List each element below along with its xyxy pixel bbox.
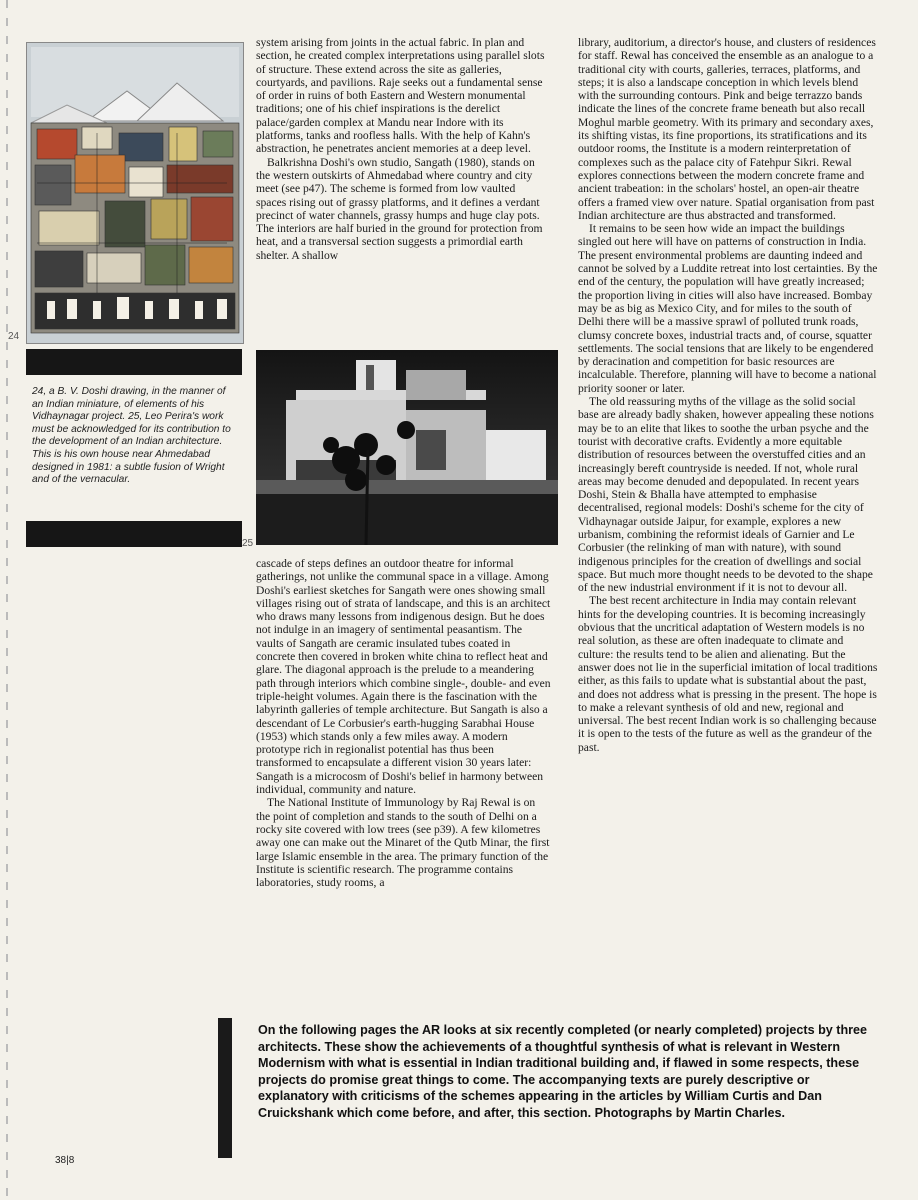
figure-caption [32, 386, 238, 487]
paragraph: Balkrishna Doshi's own studio, Sangath (1980), stands on the western outskirts of Ahmedabad where country and city meet (see p47). The scheme is formed from low vaulted spaces rising out of grassy platforms, and it defines a verdant precinct of water channels, grassy humps and huge clay pots. The interiors are half buried in the ground for protection from heat, and a transversal section suggests a primordial earth shelter. A shallow [256, 155, 543, 262]
paragraph: The best recent architecture in India may contain relevant hints for the developing countries. It is becoming increasingly obvious that the uncritical adaptation of Western models is no real solution, as these are often inadequate to climate and culture: the results tend to be alien and alienating. But the answer does not lie in the superficial imitation of local traditions either, as this fails to update what is substantial about the past, and does not address what is pressing in the present. The hope is to make a relevant synthesis of old and new, regional and universal. The best recent Indian work is so challenging because it is open to the tests of the future as well as the grandeur of the past. [578, 594, 878, 754]
column-2-top [256, 36, 548, 262]
column-3 [578, 36, 878, 754]
page-folio: 38|8 [55, 1155, 75, 1166]
figure-24-number: 24 [8, 331, 20, 342]
binding-holes [6, 0, 8, 1200]
paragraph: The National Institute of Immunology by Raj Rewal is on the point of completion and stands to the south of Delhi on a rocky site covered with low trees (see p39). A few kilometres away one can make out the Minaret of the Qutb Minar, the first large Islamic ensemble in the area. The primary function of the Institute is scientific research. The programme contains laboratories, study rooms, a [256, 796, 550, 890]
house-photograph [256, 350, 558, 545]
paragraph: It remains to be seen how wide an impact the buildings singled out here will have on patterns of construction in India. The present environmental problems are daunting indeed and cannot be solved by a Luddite retreat into lost certainties. By the end of the century, the population will have greatly increased; the proportion living in cities will also have increased. Bombay may be as big as Mexico City, and for miles to the south of Delhi there will be a massive sprawl of polluted trunk roads, clumsy concrete boxes, industrial tracts and, of course, squatter settlements. The social tensions that are likely to be engendered by deracination and competition for basic resources are incalculable. Therefore, planning will have to become a national priority sooner or later. [578, 222, 878, 395]
column-2-bottom [256, 557, 552, 889]
paragraph: library, auditorium, a director's house, and clusters of residences for staff. Rewal has conceived the ensemble as an analogue to a traditional city with courts, galleries, terraces, platforms, and steps; it is also a landscape conception in which levels blend with the surrounding contours. Pink and beige terrazzo bands indicate the lines of the concrete frame beneath but also recall Moghul marble geometry. With its primary and secondary axes, its shifting vistas, its fine proportions, its stratifications and its outdoor rooms, the Institute is a modern reinterpretation of complexes such as the palace city of Fatehpur Sikri. Rewal explores connections between the modern concrete frame and ancient trabeation: in the scholars' hostel, an open-air theatre offers a framed view over nature. Spatial organisation from past Indian architecture are thus abstracted and transformed. [578, 36, 876, 222]
caption-top-bar [26, 349, 242, 375]
caption-bottom-bar [26, 521, 242, 547]
miniature-drawing-illustration [27, 43, 243, 343]
paragraph: cascade of steps defines an outdoor theatre for informal gatherings, not unlike the communal space in a village. Among Doshi's earliest sketches for Sangath were ones showing small villages rising out of strata of landscape, and this is an architect who draws many lessons from indigenous design. But he does not indulge in an imagery of sentimental peasantism. The vaults of Sangath are ceramic insulated tubes coated in concrete then covered in broken white china to reflect heat and glare. The diagonal approach is the prelude to a meandering path through interiors which combine single-, double- and even triple-height volumes. Again there is the fascination with the labyrinth galleries of temple architecture. But Sangath is also a descendant of Le Corbusier's earth-hugging Sarabhai House (1953) which stands only a few miles away. A modern prototype rich in regionalist potential has thus been transformed to encapsulate a different vision 30 years later: Sangath is a microcosm of Doshi's belief in harmony between individual, community and nature. [256, 557, 551, 797]
footer-standfirst: On the following pages the AR looks at six recently completed (or nearly completed) projects by three architects. These show the achievements of a thoughtful synthesis of what is relevant in Western Modernism with what is essential in Indian traditional building and, if flawed in some respects, these projects do promise great things to come. The accompanying texts are purely descriptive or explanatory with criticisms of the schemes appearing in the articles by William Curtis and Dan Cruickshank which come before, and after, this section. Photographs by Martin Charles. [258, 1023, 868, 1120]
paragraph: system arising from joints in the actual fabric. In plan and section, he created complex interpretations using parallel slots of structure. These extend across the site as galleries, courtyards, and pavilions. Raje seeks out a fundamental sense of order in ruins of both Eastern and Western monumental traditions; one of his chief inspirations is the derelict palace/garden complex at Mandu near Indore with its platforms, tanks and roofless halls. With the help of Kahn's abstraction, he penetrates ancient memories at a deep level. [256, 36, 545, 156]
caption-text: 24, a B. V. Doshi drawing, in the manner of an Indian miniature, of elements of his Vidhaynagar project. 25, Leo Perira's work must be acknowledged for its contribution to the development of an Indian architecture. This is his own house near Ahmedabad designed in 1981: a subtle fusion of Wright and of the vernacular. [32, 386, 231, 486]
figure-25-photo [256, 350, 558, 545]
footer-rule [218, 1018, 232, 1158]
figure-24-drawing [26, 42, 244, 344]
figure-25-number: 25 [242, 538, 254, 549]
paragraph: The old reassuring myths of the village as the solid social base are already badly shaken, however appealing these notions may be to an elite that likes to soothe the urban psyche and the tourist with decorative crafts. Evidently a more equitable distribution of resources between the overstuffed cities and an increasingly bereft countryside is needed. If not, whole rural areas may become denuded and depopulated. In recent years Doshi, Stein & Bhalla have attempted to emphasise decentralised, regional models: Doshi's scheme for the city of Vidhaynagar outside Jaipur, for example, explores a new urbanism, combining the reformist ideals of Garnier and Le Corbusier (the relinking of man with nature), with sound indigenous principles for the creation of dwellings and social space. But much more thought needs to be devoted to the shape of the new industrial environment if it is not to devour all. [578, 395, 874, 595]
